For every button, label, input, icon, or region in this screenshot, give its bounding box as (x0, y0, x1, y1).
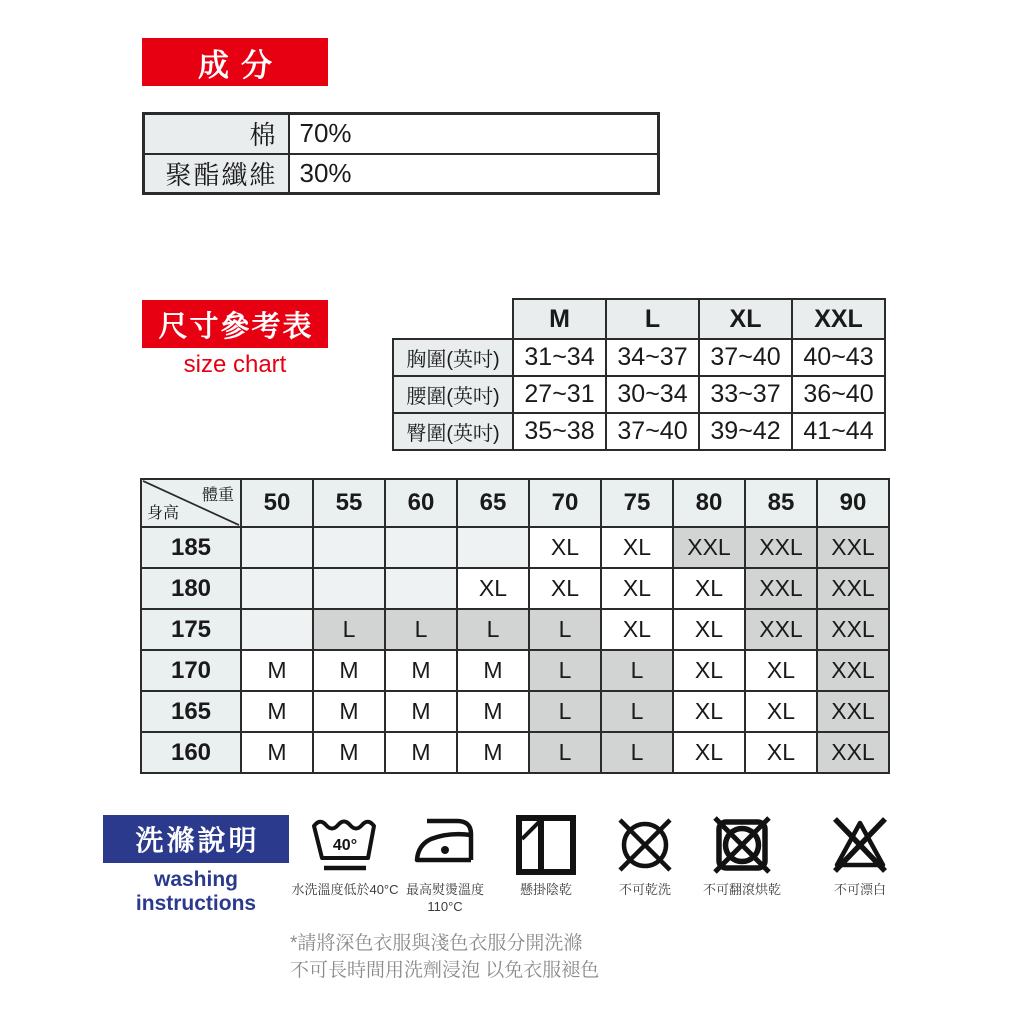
recommended-size-cell: L (457, 609, 529, 650)
size-column-header: M (513, 299, 606, 339)
svg-text:40°: 40° (332, 837, 358, 854)
composition-percentage-value: 70% (289, 114, 659, 154)
composition-row (144, 114, 659, 154)
size-column-header: XL (699, 299, 792, 339)
care-item (290, 813, 400, 899)
recommended-size-cell: XL (745, 732, 817, 773)
matrix-row (141, 732, 889, 773)
measurement-label: 胸圍(英吋) (393, 339, 513, 376)
recommended-size-cell: XXL (817, 650, 889, 691)
matrix-row (141, 691, 889, 732)
measurement-range-value: 35~38 (513, 413, 606, 450)
no-dry-clean-icon (590, 813, 700, 877)
recommended-size-cell: M (241, 691, 313, 732)
care-item (687, 813, 797, 899)
size-chart-table (392, 298, 886, 451)
recommended-size-cell: XL (601, 609, 673, 650)
height-row-header: 160 (141, 732, 241, 773)
recommended-size-cell: XXL (817, 527, 889, 568)
recommended-size-cell: XL (673, 732, 745, 773)
composition-percentage-value: 30% (289, 154, 659, 194)
recommended-size-cell: XL (457, 568, 529, 609)
height-row-header: 170 (141, 650, 241, 691)
measurement-range-value: 31~34 (513, 339, 606, 376)
washing-note-line1: *請將深色衣服與淺色衣服分開洗滌 (290, 933, 583, 954)
care-item-label-line2: 110°C (427, 898, 463, 914)
care-item (805, 813, 915, 899)
recommended-size-cell: L (529, 650, 601, 691)
measurement-range-value: 36~40 (792, 376, 885, 413)
care-item-label: 最高熨燙溫度 (405, 882, 484, 897)
measurement-label: 臀圍(英吋) (393, 413, 513, 450)
recommended-size-cell: XL (601, 527, 673, 568)
size-column-header: XXL (792, 299, 885, 339)
recommended-size-cell: M (241, 650, 313, 691)
care-item-label: 水洗溫度低於40°C (291, 882, 399, 897)
corner-weight-label: 體重 (201, 487, 234, 504)
weight-column-header: 55 (313, 479, 385, 527)
care-item-label: 不可翻滾烘乾 (702, 882, 781, 897)
recommended-size-cell (457, 527, 529, 568)
recommended-size-cell: M (385, 732, 457, 773)
washing-note-line2: 不可長時間用洗劑浸泡 以免衣服褪色 (290, 959, 600, 981)
recommended-size-cell (385, 568, 457, 609)
height-row-header: 165 (141, 691, 241, 732)
recommended-size-cell: XL (745, 650, 817, 691)
recommended-size-cell: M (385, 691, 457, 732)
size-chart-corner-spacer (393, 299, 513, 339)
recommended-size-cell: L (529, 691, 601, 732)
measurement-range-value: 37~40 (699, 339, 792, 376)
weight-column-header: 65 (457, 479, 529, 527)
matrix-row (141, 609, 889, 650)
recommended-size-cell (241, 568, 313, 609)
recommended-size-cell: XXL (817, 691, 889, 732)
recommended-size-cell: XL (673, 691, 745, 732)
size-chart-row (393, 339, 885, 376)
recommended-size-cell: M (385, 650, 457, 691)
weight-column-header: 80 (673, 479, 745, 527)
size-column-header: L (606, 299, 699, 339)
recommended-size-cell (385, 527, 457, 568)
size-chart-row (393, 413, 885, 450)
weight-column-header: 85 (745, 479, 817, 527)
recommended-size-cell: M (457, 650, 529, 691)
size-chart-row (393, 376, 885, 413)
recommended-size-cell: XL (673, 568, 745, 609)
recommended-size-cell: L (601, 650, 673, 691)
weight-column-header: 90 (817, 479, 889, 527)
height-weight-matrix (140, 478, 890, 774)
care-item-label: 懸掛陰乾 (519, 882, 572, 897)
size-chart-header-row (393, 299, 885, 339)
corner-height-label: 身高 (147, 505, 180, 522)
recommended-size-cell: XL (529, 568, 601, 609)
height-row-header: 185 (141, 527, 241, 568)
recommended-size-cell: XL (673, 609, 745, 650)
matrix-row (141, 568, 889, 609)
recommended-size-cell: XXL (745, 609, 817, 650)
no-tumble-dry-icon (687, 813, 797, 877)
size-chart-subtitle: size chart (183, 351, 287, 378)
measurement-range-value: 39~42 (699, 413, 792, 450)
recommended-size-cell: L (529, 732, 601, 773)
recommended-size-cell: M (457, 732, 529, 773)
weight-column-header: 75 (601, 479, 673, 527)
composition-banner (142, 38, 328, 86)
recommended-size-cell (313, 527, 385, 568)
recommended-size-cell: M (457, 691, 529, 732)
recommended-size-cell: XXL (817, 568, 889, 609)
recommended-size-cell (241, 609, 313, 650)
recommended-size-cell: XXL (745, 527, 817, 568)
recommended-size-cell: M (313, 732, 385, 773)
care-item-label: 不可乾洗 (618, 882, 671, 897)
measurement-range-value: 30~34 (606, 376, 699, 413)
matrix-header-row (141, 479, 889, 527)
matrix-corner-cell (141, 479, 241, 527)
no-bleach-icon (805, 813, 915, 877)
care-icons-row (0, 813, 1024, 923)
composition-table (142, 112, 660, 195)
recommended-size-cell: M (313, 650, 385, 691)
measurement-range-value: 41~44 (792, 413, 885, 450)
recommended-size-cell: L (385, 609, 457, 650)
weight-column-header: 60 (385, 479, 457, 527)
washing-banner-label: 洗滌說明 (135, 825, 260, 856)
iron-low-icon (390, 813, 500, 877)
composition-row (144, 154, 659, 194)
matrix-row (141, 527, 889, 568)
height-row-header: 175 (141, 609, 241, 650)
composition-material-label: 聚酯纖維 (144, 154, 289, 194)
size-chart-banner (142, 300, 328, 348)
measurement-range-value: 34~37 (606, 339, 699, 376)
care-item (491, 813, 601, 899)
composition-material-label: 棉 (144, 114, 289, 154)
washing-notes (290, 931, 599, 984)
recommended-size-cell: XXL (745, 568, 817, 609)
hang-dry-shade-icon (491, 813, 601, 877)
matrix-row (141, 650, 889, 691)
care-item (590, 813, 700, 899)
measurement-range-value: 27~31 (513, 376, 606, 413)
recommended-size-cell: M (241, 732, 313, 773)
recommended-size-cell (241, 527, 313, 568)
measurement-range-value: 40~43 (792, 339, 885, 376)
washing-subtitle-line1: washing (153, 868, 238, 891)
recommended-size-cell: XXL (673, 527, 745, 568)
recommended-size-cell: L (529, 609, 601, 650)
recommended-size-cell: M (313, 691, 385, 732)
measurement-range-value: 33~37 (699, 376, 792, 413)
recommended-size-cell: XL (601, 568, 673, 609)
washing-subtitle-line2: instructions (135, 892, 257, 916)
composition-banner-label: 成分 (198, 47, 284, 83)
recommended-size-cell: L (313, 609, 385, 650)
recommended-size-cell: L (601, 732, 673, 773)
recommended-size-cell (313, 568, 385, 609)
recommended-size-cell: XXL (817, 609, 889, 650)
height-row-header: 180 (141, 568, 241, 609)
recommended-size-cell: L (601, 691, 673, 732)
measurement-label: 腰圍(英吋) (393, 376, 513, 413)
recommended-size-cell: XL (529, 527, 601, 568)
measurement-range-value: 37~40 (606, 413, 699, 450)
wash-40-icon (290, 813, 400, 877)
care-item-label: 不可漂白 (833, 882, 886, 897)
weight-column-header: 50 (241, 479, 313, 527)
weight-column-header: 70 (529, 479, 601, 527)
size-chart-banner-label: 尺寸參考表 (158, 310, 314, 343)
recommended-size-cell: XL (673, 650, 745, 691)
recommended-size-cell: XL (745, 691, 817, 732)
recommended-size-cell: XXL (817, 732, 889, 773)
care-item (390, 813, 500, 916)
